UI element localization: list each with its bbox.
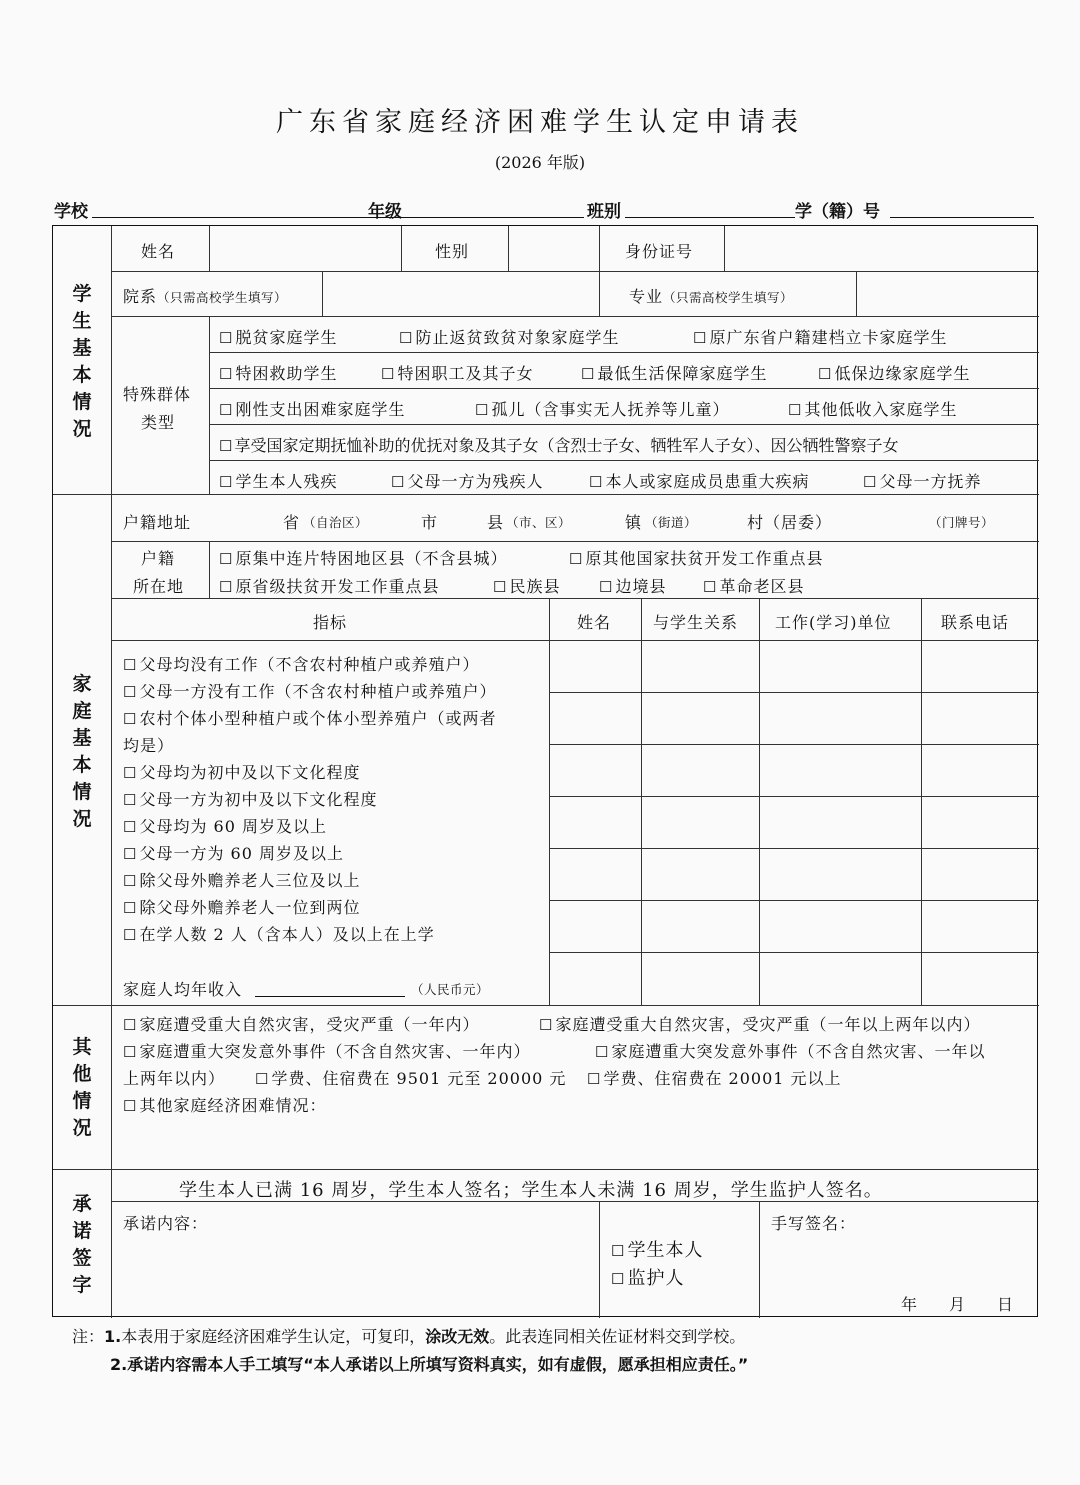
special-checkbox[interactable]: ☐ 享受国家定期抚恤补助的优抚对象及其子女（含烈士子女、牺牲军人子女）、因公牺牲警察子女 xyxy=(219,433,898,456)
indicator-checkbox[interactable]: ☐ 父母一方为 60 周岁及以上 xyxy=(123,841,344,864)
other-checkbox[interactable]: ☐ 家庭遭受重大自然灾害，受灾严重（一年内） xyxy=(123,1012,479,1035)
class-label: 班别 xyxy=(587,202,621,222)
indicator-checkbox[interactable]: ☐ 父母一方没有工作（不含农村种植户或养殖户） xyxy=(123,679,496,702)
student-section-label: 学 生 基 本 情 况 xyxy=(72,283,92,440)
address-province: 省 xyxy=(283,513,301,532)
location-checkbox[interactable]: ☐ 边境县 xyxy=(599,574,666,597)
special-checkbox[interactable]: ☐ 低保边缘家庭学生 xyxy=(818,361,970,384)
special-checkbox[interactable]: ☐ 学生本人残疾 xyxy=(219,469,337,492)
other-section-label: 其 他 情 况 xyxy=(72,1036,92,1139)
grade-label: 年级 xyxy=(368,202,402,222)
gender-label: 性别 xyxy=(435,242,470,261)
date-year: 年 xyxy=(901,1295,919,1314)
student-no-label: 学（籍）号 xyxy=(795,202,880,222)
note-1: 注：1.本表用于家庭经济困难学生认定，可复印，涂改无效。此表连同相关佐证材料交到学校。 xyxy=(72,1327,746,1346)
application-table xyxy=(52,225,1038,1317)
special-checkbox[interactable]: ☐ 父母一方为残疾人 xyxy=(391,469,543,492)
special-checkbox[interactable]: ☐ 原广东省户籍建档立卡家庭学生 xyxy=(693,325,947,348)
form-edition: (2026 年版) xyxy=(494,153,586,172)
address-label: 户籍地址 xyxy=(123,513,192,532)
indicator-checkbox[interactable]: ☐ 在学人数 2 人（含本人）及以上在上学 xyxy=(123,922,435,945)
date-day: 日 xyxy=(997,1295,1015,1314)
other-checkbox[interactable]: ☐ 家庭遭受重大自然灾害，受灾严重（一年以上两年以内） xyxy=(539,1012,980,1035)
address-town-note: （街道） xyxy=(645,515,698,530)
special-checkbox[interactable]: ☐ 脱贫家庭学生 xyxy=(219,325,337,348)
indicator-checkbox[interactable]: ☐ 除父母外赡养老人三位及以上 xyxy=(123,868,360,891)
guardian-checkbox[interactable]: ☐ 监护人 xyxy=(611,1264,684,1290)
self-checkbox[interactable]: ☐ 学生本人 xyxy=(611,1236,703,1262)
grade-field[interactable] xyxy=(406,217,584,218)
other-checkbox[interactable]: ☐ 学费、住宿费在 20001 元以上 xyxy=(587,1066,842,1089)
id-label: 身份证号 xyxy=(625,242,694,261)
indicator-continuation: 均是） xyxy=(123,736,175,755)
address-house-no: （门牌号） xyxy=(929,515,995,530)
special-checkbox[interactable]: ☐ 特困职工及其子女 xyxy=(381,361,533,384)
form-header xyxy=(54,197,1034,221)
indicator-checkbox[interactable]: ☐ 农村个体小型种植户或个体小型养殖户（或两者 xyxy=(123,706,496,729)
indicator-checkbox[interactable]: ☐ 父母均为 60 周岁及以上 xyxy=(123,814,327,837)
address-village: 村（居委） xyxy=(747,513,833,532)
address-county: 县 xyxy=(487,513,505,532)
signature-label: 手写签名： xyxy=(771,1214,857,1233)
address-county-note: （市、区） xyxy=(506,515,572,530)
indicator-checkbox[interactable]: ☐ 父母均没有工作（不含农村种植户或养殖户） xyxy=(123,652,479,675)
special-type-label-2: 类型 xyxy=(141,413,176,432)
other-checkbox[interactable]: ☐ 家庭遭重大突发意外事件（不含自然灾害、一年内） xyxy=(123,1039,530,1062)
col-name: 姓名 xyxy=(577,613,612,632)
form-title: 广东省家庭经济困难学生认定申请表 xyxy=(276,107,804,138)
other-continuation: 上两年以内） xyxy=(123,1069,226,1088)
col-indicator: 指标 xyxy=(313,613,348,632)
col-relation: 与学生关系 xyxy=(653,613,739,632)
special-checkbox[interactable]: ☐ 本人或家庭成员患重大疾病 xyxy=(589,469,809,492)
income-unit: （人民币元） xyxy=(411,982,490,997)
address-province-note: （自治区） xyxy=(303,515,369,530)
household-location-label-2: 所在地 xyxy=(133,577,185,596)
special-checkbox[interactable]: ☐ 最低生活保障家庭学生 xyxy=(581,361,767,384)
special-type-label: 特殊群体 xyxy=(123,385,192,404)
commit-content-label: 承诺内容： xyxy=(123,1214,209,1233)
location-checkbox[interactable]: ☐ 民族县 xyxy=(493,574,560,597)
date-month: 月 xyxy=(949,1295,967,1314)
address-city: 市 xyxy=(421,513,439,532)
address-town: 镇 xyxy=(625,513,643,532)
income-field[interactable] xyxy=(255,996,405,997)
dept-label: 院系（只需高校学生填写） xyxy=(123,287,288,306)
commit-instruction: 学生本人已满 16 周岁，学生本人签名；学生本人未满 16 周岁，学生监护人签名。 xyxy=(179,1180,883,1201)
location-checkbox[interactable]: ☐ 革命老区县 xyxy=(703,574,804,597)
other-checkbox[interactable]: ☐ 学费、住宿费在 9501 元至 20000 元 xyxy=(255,1066,566,1089)
household-location-label: 户籍 xyxy=(141,549,176,568)
indicator-checkbox[interactable]: ☐ 除父母外赡养老人一位到两位 xyxy=(123,895,360,918)
indicator-checkbox[interactable]: ☐ 父母均为初中及以下文化程度 xyxy=(123,760,360,783)
family-section-label: 家 庭 基 本 情 况 xyxy=(72,673,92,830)
special-checkbox[interactable]: ☐ 刚性支出困难家庭学生 xyxy=(219,397,405,420)
class-field[interactable] xyxy=(625,217,795,218)
note-2: 2.承诺内容需本人手工填写“本人承诺以上所填写资料真实，如有虚假，愿承担相应责任。” xyxy=(110,1355,749,1374)
other-checkbox[interactable]: ☐ 其他家庭经济困难情况： xyxy=(123,1093,326,1116)
other-checkbox[interactable]: ☐ 家庭遭重大突发意外事件（不含自然灾害、一年以 xyxy=(595,1039,985,1062)
school-label: 学校 xyxy=(54,202,88,222)
name-label: 姓名 xyxy=(141,242,176,261)
indicator-checkbox[interactable]: ☐ 父母一方为初中及以下文化程度 xyxy=(123,787,377,810)
special-checkbox[interactable]: ☐ 特困救助学生 xyxy=(219,361,337,384)
student-no-field[interactable] xyxy=(890,217,1034,218)
location-checkbox[interactable]: ☐ 原集中连片特困地区县（不含县城） xyxy=(219,546,507,569)
special-checkbox[interactable]: ☐ 父母一方抚养 xyxy=(863,469,981,492)
location-checkbox[interactable]: ☐ 原省级扶贫开发工作重点县 xyxy=(219,574,439,597)
location-checkbox[interactable]: ☐ 原其他国家扶贫开发工作重点县 xyxy=(569,546,823,569)
col-phone: 联系电话 xyxy=(941,613,1010,632)
special-checkbox[interactable]: ☐ 防止返贫致贫对象家庭学生 xyxy=(399,325,619,348)
major-label: 专业（只需高校学生填写） xyxy=(629,287,794,306)
commit-section-label: 承 诺 签 字 xyxy=(72,1193,92,1296)
col-workplace: 工作(学习)单位 xyxy=(775,613,892,632)
income-label: 家庭人均年收入 xyxy=(123,980,243,999)
special-checkbox[interactable]: ☐ 孤儿（含事实无人抚养等儿童） xyxy=(475,397,729,420)
special-checkbox[interactable]: ☐ 其他低收入家庭学生 xyxy=(788,397,957,420)
